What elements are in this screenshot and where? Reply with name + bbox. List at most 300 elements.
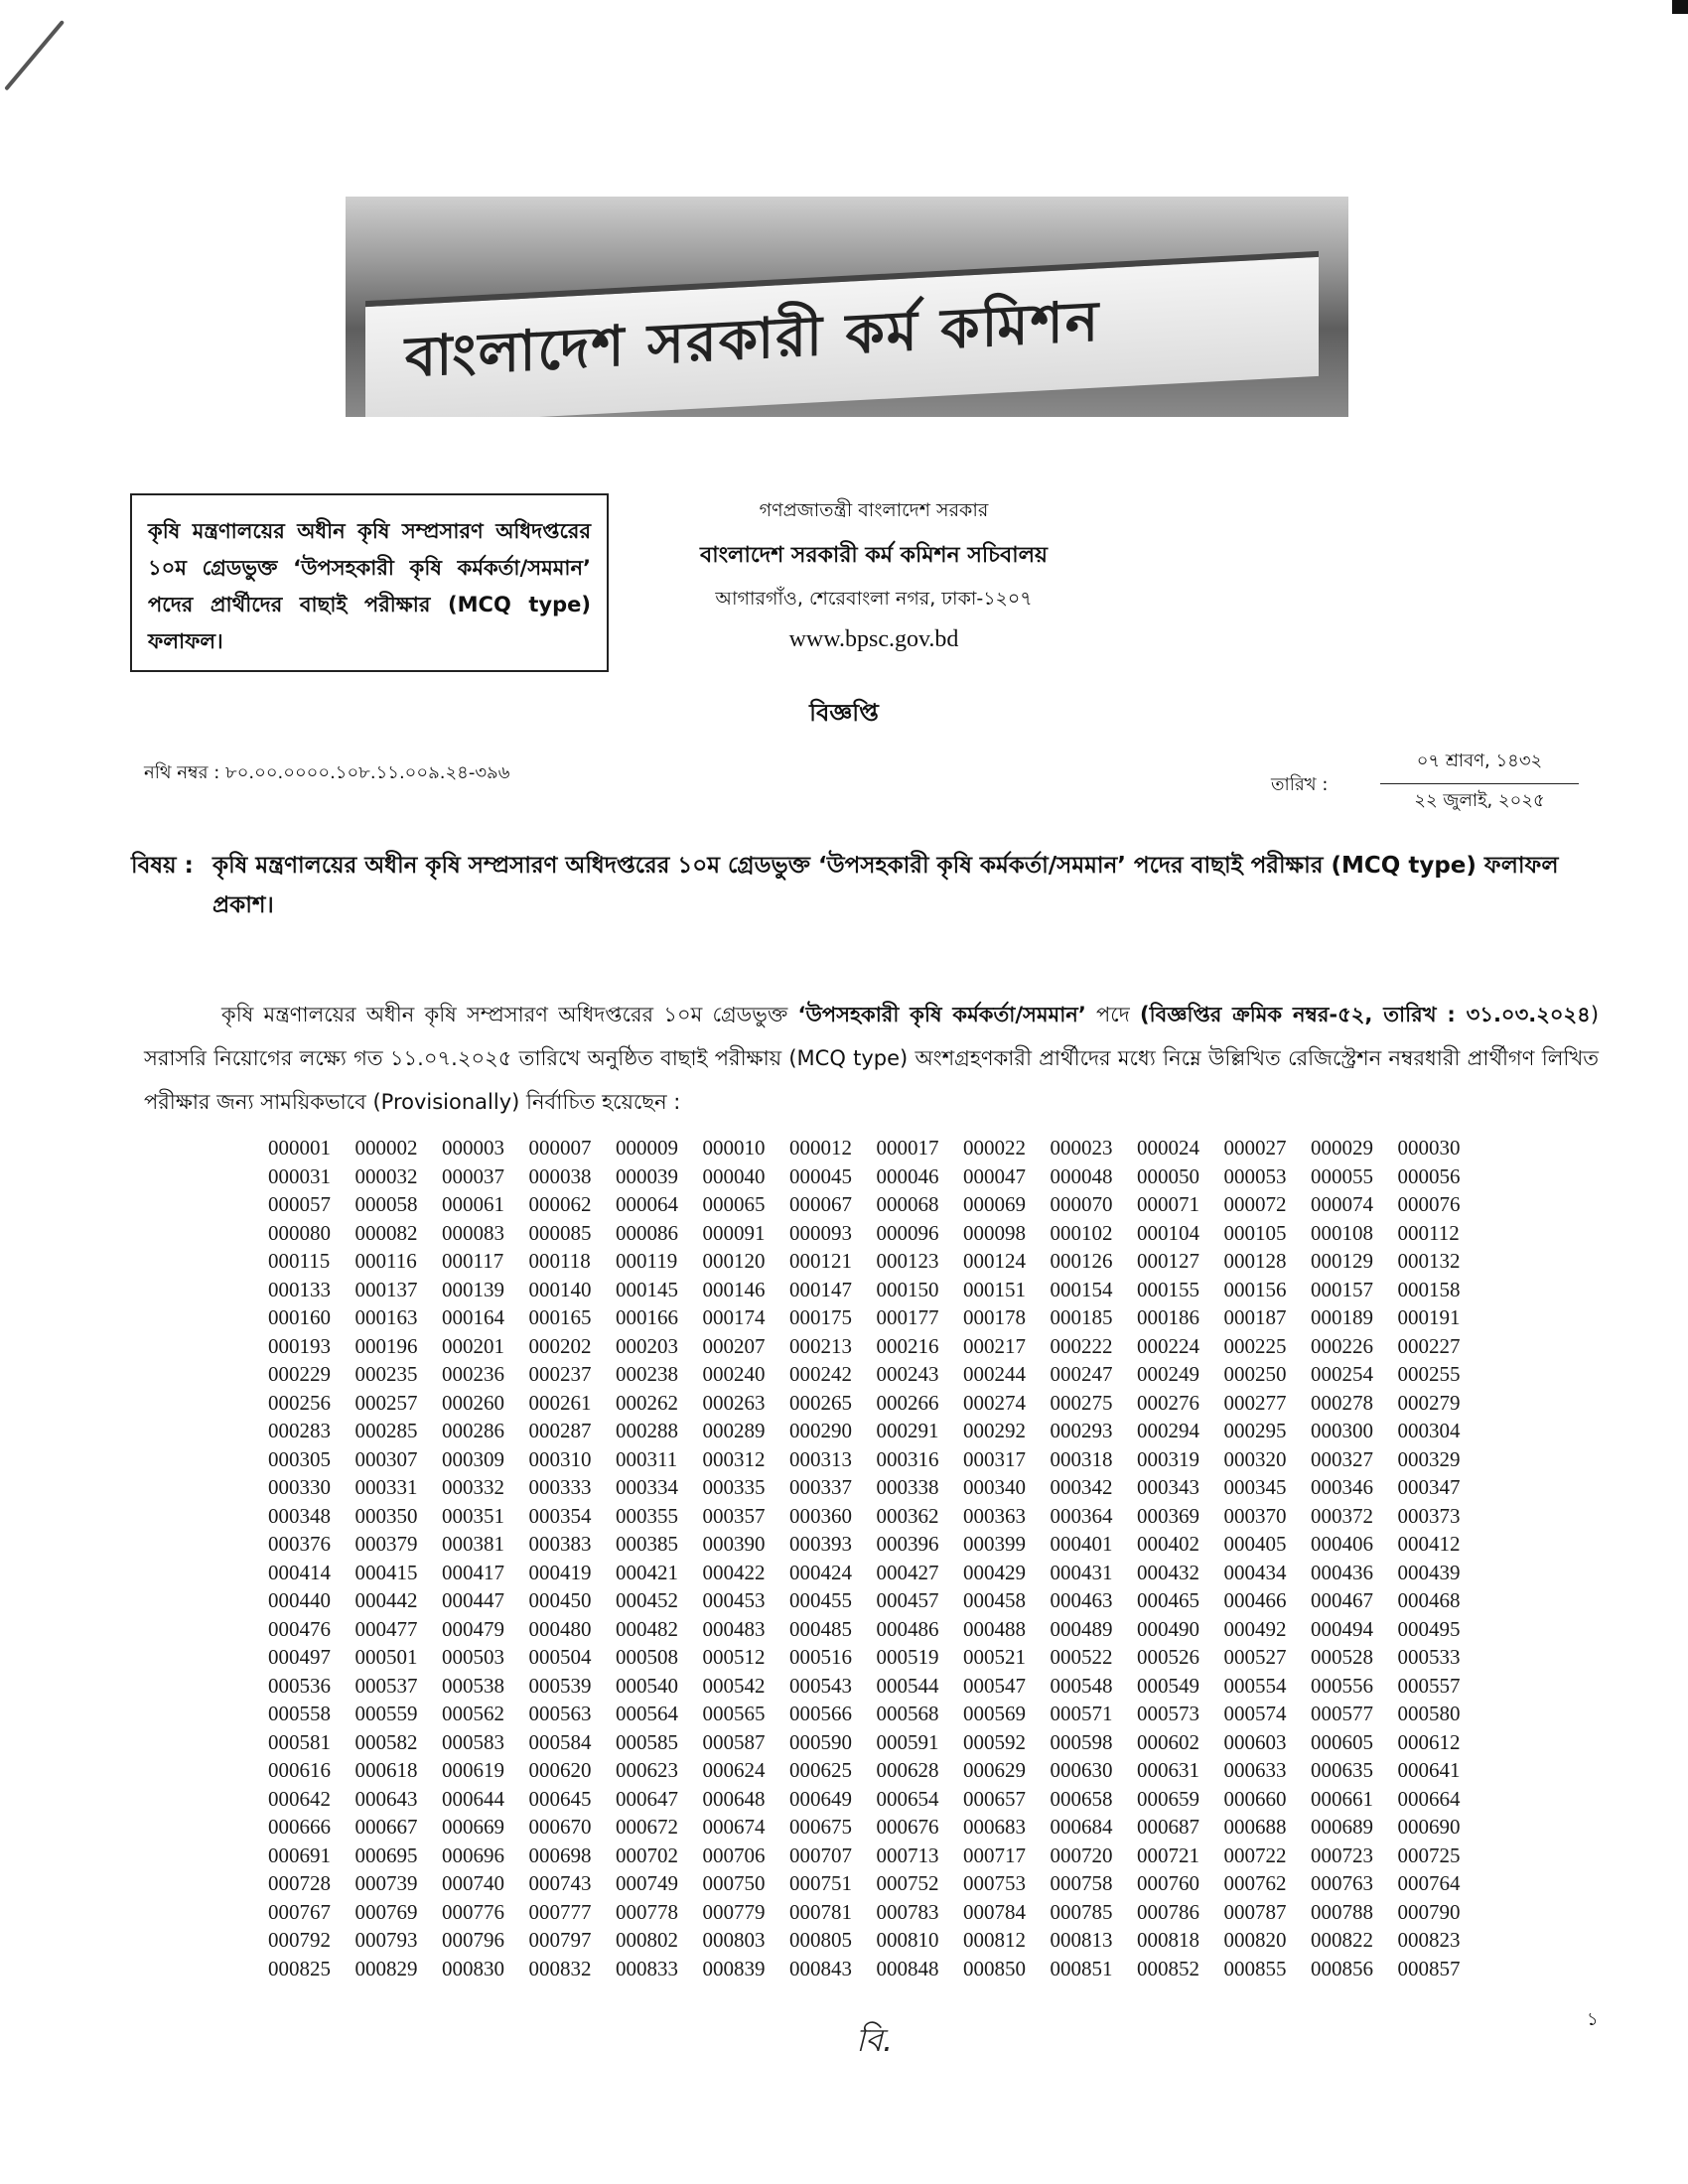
registration-number: 000287 [528,1419,592,1442]
registration-number: 000440 [268,1588,331,1612]
registration-number: 000372 [1311,1503,1373,1528]
registration-number: 000450 [528,1588,592,1612]
registration-number: 000047 [963,1163,1026,1188]
registration-number: 000265 [789,1390,852,1415]
registration-number: 000276 [1137,1390,1199,1415]
registration-number: 000071 [1137,1192,1199,1216]
registration-number: 000124 [963,1249,1026,1273]
registration-number: 000278 [1311,1390,1373,1415]
registration-number: 000760 [1137,1871,1199,1895]
registration-number: 000486 [876,1616,939,1641]
registration-number: 000625 [789,1758,852,1782]
registration-number: 000483 [702,1616,766,1641]
registration-number: 000256 [268,1390,331,1415]
registration-number: 000362 [876,1503,939,1528]
registration-number: 000177 [876,1305,939,1329]
registration-number: 000832 [528,1956,592,1980]
registration-number: 000585 [616,1729,678,1754]
registration-number: 000856 [1311,1956,1373,1980]
date-english: ২২ জুলাই, ২০২৫ [1414,790,1545,811]
registration-number: 000721 [1137,1843,1199,1867]
registration-number: 000401 [1050,1532,1113,1556]
registration-number: 000790 [1397,1899,1461,1924]
registration-number: 000158 [1397,1277,1461,1301]
registration-number: 000381 [442,1532,504,1556]
registration-number: 000068 [876,1192,939,1216]
registration-number: 000201 [442,1333,504,1358]
registration-number: 000226 [1311,1333,1373,1358]
registration-number: 000497 [268,1645,331,1669]
registration-number: 000508 [616,1645,678,1669]
registration-number: 000739 [354,1871,418,1895]
registration-number: 000490 [1137,1616,1199,1641]
registration-number: 000414 [268,1560,331,1584]
registration-number: 000415 [354,1560,418,1584]
organization-name: বাংলাদেশ সরকারী কর্ম কমিশন সচিবালয় [699,543,1049,568]
registration-number: 000603 [1223,1729,1287,1754]
registration-number: 000818 [1137,1928,1199,1952]
registration-number: 000687 [1137,1815,1199,1839]
registration-number: 000820 [1223,1928,1287,1952]
registration-number: 000522 [1050,1645,1113,1669]
registration-number-list [268,1136,1484,1984]
registration-number: 000675 [789,1815,852,1839]
registration-number: 000793 [354,1928,418,1952]
registration-number: 000379 [354,1532,418,1556]
registration-number: 000070 [1050,1192,1113,1216]
registration-number: 000660 [1223,1786,1287,1811]
registration-number: 000105 [1223,1220,1287,1245]
registration-number: 000055 [1311,1163,1373,1188]
registration-number: 000187 [1223,1305,1287,1329]
registration-number: 000598 [1050,1729,1113,1754]
registration-number: 000283 [268,1419,331,1442]
registration-number: 000453 [702,1588,766,1612]
registration-number: 000805 [789,1928,852,1952]
registration-number: 000674 [702,1815,766,1839]
registration-number: 000249 [1137,1362,1199,1386]
registration-number: 000053 [1223,1163,1287,1188]
registration-number: 000119 [616,1249,678,1273]
registration-number: 000452 [616,1588,678,1612]
registration-number: 000624 [702,1758,766,1782]
registration-number: 000178 [963,1305,1026,1329]
registration-number: 000002 [354,1136,418,1160]
registration-number: 000566 [789,1702,852,1725]
registration-number: 000294 [1137,1419,1199,1442]
registration-number: 000031 [268,1163,331,1188]
registration-number: 000229 [268,1362,331,1386]
bpsc-building-banner [346,197,1348,417]
registration-number: 000046 [876,1163,939,1188]
registration-number: 000174 [702,1305,766,1329]
building-sign-text: বাংলাদেশ সরকারী কর্ম কমিশন [405,289,1101,391]
registration-number: 000116 [354,1249,417,1273]
registration-number: 000455 [789,1588,852,1612]
registration-number: 000536 [268,1673,331,1698]
registration-number: 000676 [876,1815,939,1839]
registration-number: 000670 [528,1815,592,1839]
registration-number: 000612 [1397,1729,1461,1754]
registration-number: 000691 [268,1843,331,1867]
registration-number: 000519 [876,1645,939,1669]
registration-number: 000123 [876,1249,939,1273]
body-part-3: ) সরাসরি নিয়োগের লক্ষ্যে গত ১১.০৭.২০২৫ তারিখে অনুষ্ঠিত বাছাই পরীক্ষায় (MCQ type) অংশগ্রহণকারী প্রার্থীদের মধ্যে নিম্নে উল্লিখিত রেজিস্ট্রেশন নম্বরধারী প্রার্থীগণ লিখিত পরীক্ষার জন্য সাময়িকভাবে (Provisionally) নির্বাচিত হয়েছেন : [144,1003,1600,1114]
registration-number: 000240 [702,1362,766,1386]
registration-number: 000788 [1311,1899,1373,1924]
registration-number: 000829 [354,1956,418,1980]
registration-number: 000743 [528,1871,592,1895]
registration-number: 000664 [1397,1786,1461,1811]
registration-number: 000485 [789,1616,852,1641]
registration-number: 000217 [963,1333,1026,1358]
registration-number: 000137 [354,1277,418,1301]
subject-text: কৃষি মন্ত্রণালয়ের অধীন কৃষি সম্প্রসারণ অধিদপ্তরের ১০ম গ্রেডভুক্ত ‘উপসহকারী কৃষি কর্মকর্তা/সমমান’ পদের বাছাই পরীক্ষার (MCQ type) ফলাফল প্রকাশ। [212,853,1559,918]
registration-number: 000786 [1137,1899,1199,1924]
registration-number: 000399 [963,1532,1026,1556]
registration-number: 000082 [354,1220,418,1245]
registration-number: 000526 [1137,1645,1199,1669]
registration-number: 000764 [1397,1871,1461,1895]
registration-number: 000436 [1311,1560,1373,1584]
letterhead [635,496,1112,653]
registration-number: 000038 [528,1163,592,1188]
registration-number: 000447 [442,1588,504,1612]
registration-number: 000357 [702,1503,766,1528]
registration-number: 000254 [1311,1362,1373,1386]
registration-number: 000792 [268,1928,331,1952]
registration-number: 000616 [268,1758,331,1782]
registration-number: 000312 [702,1446,766,1471]
registration-number: 000787 [1223,1899,1287,1924]
registration-number: 000669 [442,1815,504,1839]
registration-number: 000330 [268,1475,331,1499]
registration-number: 000402 [1137,1532,1199,1556]
registration-number: 000104 [1137,1220,1199,1245]
registration-number: 000431 [1050,1560,1113,1584]
registration-number: 000193 [268,1333,331,1358]
registration-number: 000785 [1050,1899,1113,1924]
registration-number: 000559 [354,1702,418,1725]
registration-number: 000030 [1397,1136,1461,1160]
registration-number: 000369 [1137,1503,1199,1528]
registration-number: 000080 [268,1220,331,1245]
registration-number: 000213 [789,1333,852,1358]
registration-number: 000432 [1137,1560,1199,1584]
registration-number: 000542 [702,1673,766,1698]
registration-number: 000307 [354,1446,418,1471]
registration-number: 000396 [876,1532,939,1556]
registration-number: 000571 [1050,1702,1113,1725]
registration-number: 000164 [442,1305,504,1329]
registration-number: 000796 [442,1928,504,1952]
registration-number: 000769 [354,1899,418,1924]
registration-number: 000202 [528,1333,592,1358]
registration-number: 000118 [528,1249,591,1273]
registration-number: 000354 [528,1503,592,1528]
registration-number: 000683 [963,1815,1026,1839]
registration-number: 000225 [1223,1333,1287,1358]
registration-number: 000558 [268,1702,331,1725]
registration-number: 000329 [1397,1446,1461,1471]
registration-number: 000672 [616,1815,678,1839]
registration-number: 000154 [1050,1277,1113,1301]
registration-number: 000327 [1311,1446,1373,1471]
registration-number: 000074 [1311,1192,1373,1216]
registration-number: 000150 [876,1277,939,1301]
registration-number: 000275 [1050,1390,1113,1415]
registration-number: 000690 [1397,1815,1461,1839]
registration-number: 000037 [442,1163,504,1188]
registration-number: 000347 [1397,1475,1461,1499]
registration-number: 000850 [963,1956,1026,1980]
registration-number: 000305 [268,1446,331,1471]
registration-number: 000825 [268,1956,331,1980]
registration-number: 000548 [1050,1673,1113,1698]
registration-number: 000345 [1223,1475,1287,1499]
registration-number: 000370 [1223,1503,1287,1528]
registration-number: 000843 [789,1956,852,1980]
registration-number: 000045 [789,1163,852,1188]
registration-number: 000830 [442,1956,504,1980]
registration-number: 000689 [1311,1815,1373,1839]
registration-number: 000121 [789,1249,852,1273]
registration-number: 000242 [789,1362,852,1386]
registration-number: 000521 [963,1645,1026,1669]
registration-number: 000316 [876,1446,939,1471]
registration-number: 000023 [1050,1136,1113,1160]
registration-number: 000091 [702,1220,766,1245]
registration-number: 000494 [1311,1616,1373,1641]
registration-number: 000696 [442,1843,504,1867]
registration-number: 000427 [876,1560,939,1584]
registration-number: 000568 [876,1702,939,1725]
registration-number: 000166 [616,1305,678,1329]
registration-number: 000480 [528,1616,592,1641]
registration-number: 000439 [1397,1560,1461,1584]
registration-number: 000468 [1397,1588,1461,1612]
registration-number: 000224 [1137,1333,1199,1358]
registration-number: 000533 [1397,1645,1461,1669]
registration-number: 000758 [1050,1871,1113,1895]
registration-number: 000412 [1397,1532,1461,1556]
registration-number: 000102 [1050,1220,1113,1245]
registration-number: 000255 [1397,1362,1461,1386]
registration-number: 000086 [616,1220,678,1245]
registration-number: 000286 [442,1419,504,1442]
registration-number: 000342 [1050,1475,1113,1499]
registration-number: 000645 [528,1786,592,1811]
registration-number: 000285 [354,1419,418,1442]
registration-number: 000165 [528,1305,592,1329]
registration-number: 000569 [963,1702,1026,1725]
registration-number: 000422 [702,1560,766,1584]
registration-number: 000633 [1223,1758,1287,1782]
registration-number: 000373 [1397,1503,1461,1528]
registration-number: 000635 [1311,1758,1373,1782]
registration-number: 000822 [1311,1928,1373,1952]
registration-number: 000096 [876,1220,939,1245]
registration-number: 000112 [1397,1220,1460,1245]
registration-number: 000260 [442,1390,504,1415]
registration-number: 000017 [876,1136,939,1160]
registration-number: 000310 [528,1446,592,1471]
registration-number: 000376 [268,1532,331,1556]
registration-number: 000641 [1397,1758,1461,1782]
registration-number: 000320 [1223,1446,1287,1471]
registration-number: 000163 [354,1305,418,1329]
registration-number: 000717 [963,1843,1026,1867]
registration-number: 000728 [268,1871,331,1895]
registration-number: 000644 [442,1786,504,1811]
registration-number: 000547 [963,1673,1026,1698]
registration-number: 000140 [528,1277,592,1301]
registration-number: 000684 [1050,1815,1113,1839]
registration-number: 000203 [616,1333,678,1358]
registration-number: 000065 [702,1192,766,1216]
registration-number: 000803 [702,1928,766,1952]
registration-number: 000725 [1397,1843,1461,1867]
registration-number: 000657 [963,1786,1026,1811]
registration-number: 000587 [702,1729,766,1754]
registration-number: 000649 [789,1786,852,1811]
registration-number: 000027 [1223,1136,1287,1160]
registration-number: 000482 [616,1616,678,1641]
registration-number: 000048 [1050,1163,1113,1188]
registration-number: 000129 [1311,1249,1373,1273]
registration-number: 000776 [442,1899,504,1924]
registration-number: 000003 [442,1136,504,1160]
registration-number: 000335 [702,1475,766,1499]
registration-number: 000057 [268,1192,331,1216]
registration-number: 000648 [702,1786,766,1811]
registration-number: 000419 [528,1560,592,1584]
registration-number: 000191 [1397,1305,1461,1329]
registration-number: 000250 [1223,1362,1287,1386]
registration-number: 000309 [442,1446,504,1471]
registration-number: 000126 [1050,1249,1113,1273]
registration-number: 000029 [1311,1136,1373,1160]
registration-number: 000076 [1397,1192,1461,1216]
registration-number: 000292 [963,1419,1026,1442]
registration-number: 000479 [442,1616,504,1641]
registration-number: 000631 [1137,1758,1199,1782]
registration-number: 000262 [616,1390,678,1415]
registration-number: 000583 [442,1729,504,1754]
memo-number: নথি নম্বর : ৮০.০০.০০০০.১০৮.১১.০০৯.২৪-৩৯৬ [144,762,510,783]
registration-number: 000619 [442,1758,504,1782]
registration-number: 000458 [963,1588,1026,1612]
registration-number: 000781 [789,1899,852,1924]
registration-number: 000659 [1137,1786,1199,1811]
registration-number: 000295 [1223,1419,1287,1442]
subject-box: কৃষি মন্ত্রণালয়ের অধীন কৃষি সম্প্রসারণ অধিদপ্তরের ১০ম গ্রেডভুক্ত ‘উপসহকারী কৃষি কর্মকর্তা/সমমান’ পদের প্রার্থীদের বাছাই পরীক্ষার (MCQ type) ফলাফল। [130,493,609,672]
registration-number: 000155 [1137,1277,1199,1301]
registration-number: 000851 [1050,1956,1113,1980]
registration-number: 000001 [268,1136,331,1160]
registration-number: 000186 [1137,1305,1199,1329]
registration-number: 000346 [1311,1475,1373,1499]
registration-number: 000666 [268,1815,331,1839]
registration-number: 000642 [268,1786,331,1811]
registration-number: 000688 [1223,1815,1287,1839]
registration-number: 000207 [702,1333,766,1358]
registration-number: 000556 [1311,1673,1373,1698]
registration-number: 000300 [1311,1419,1373,1442]
body-part-2: পদে [1085,1003,1141,1026]
registration-number: 000749 [616,1871,678,1895]
registration-number: 000319 [1137,1446,1199,1471]
registration-number: 000350 [354,1503,418,1528]
registration-number: 000591 [876,1729,939,1754]
subject-label: বিষয় : [131,853,194,879]
registration-number: 000802 [616,1928,678,1952]
registration-number: 000465 [1137,1588,1199,1612]
body-paragraph [144,993,1599,1124]
registration-number: 000463 [1050,1588,1113,1612]
registration-number: 000185 [1050,1305,1113,1329]
registration-number: 000277 [1223,1390,1287,1415]
subject-line [131,846,1561,925]
registration-number: 000516 [789,1645,852,1669]
registration-number: 000429 [963,1560,1026,1584]
registration-number: 000247 [1050,1362,1113,1386]
registration-number: 000098 [963,1220,1026,1245]
registration-number: 000072 [1223,1192,1287,1216]
registration-number: 000762 [1223,1871,1287,1895]
registration-number: 000476 [268,1616,331,1641]
registration-number: 000623 [616,1758,678,1782]
registration-number: 000317 [963,1446,1026,1471]
registration-number: 000810 [876,1928,939,1952]
registration-number: 000360 [789,1503,852,1528]
registration-number: 000083 [442,1220,504,1245]
registration-number: 000261 [528,1390,592,1415]
registration-number: 000602 [1137,1729,1199,1754]
registration-number: 000146 [702,1277,766,1301]
registration-number: 000238 [616,1362,678,1386]
registration-number: 000605 [1311,1729,1373,1754]
registration-number: 000010 [702,1136,766,1160]
advertisement-reference: (বিজ্ঞপ্তির ক্রমিক নম্বর-৫২, তারিখ : ৩১.০৩.২০২৪ [1140,1003,1591,1026]
registration-number: 000311 [616,1446,678,1471]
registration-number: 000654 [876,1786,939,1811]
registration-number: 000236 [442,1362,504,1386]
body-part-1: কৃষি মন্ত্রণালয়ের অধীন কৃষি সম্প্রসারণ অধিদপ্তরের ১০ম গ্রেডভুক্ত [221,1003,798,1026]
government-name: গণপ্রজাতন্ত্রী বাংলাদেশ সরকার [759,499,989,521]
registration-number: 000777 [528,1899,592,1924]
registration-number: 000540 [616,1673,678,1698]
organization-address: আগারগাঁও, শেরেবাংলা নগর, ঢাকা-১২০৭ [715,588,1033,610]
registration-number: 000584 [528,1729,592,1754]
registration-number: 000085 [528,1220,592,1245]
registration-number: 000489 [1050,1616,1113,1641]
registration-number: 000024 [1137,1136,1199,1160]
registration-number: 000040 [702,1163,766,1188]
registration-number: 000128 [1223,1249,1287,1273]
registration-number: 000580 [1397,1702,1461,1725]
registration-number: 000643 [354,1786,418,1811]
registration-number: 000151 [963,1277,1026,1301]
registration-number: 000067 [789,1192,852,1216]
registration-number: 000539 [528,1673,592,1698]
registration-number: 000797 [528,1928,592,1952]
registration-number: 000127 [1137,1249,1199,1273]
website: www.bpsc.gov.bd [788,626,959,652]
registration-number: 000630 [1050,1758,1113,1782]
post-name: ‘উপসহকারী কৃষি কর্মকর্তা/সমমান’ [797,1003,1086,1026]
page-number: ১ [1587,2009,1599,2030]
